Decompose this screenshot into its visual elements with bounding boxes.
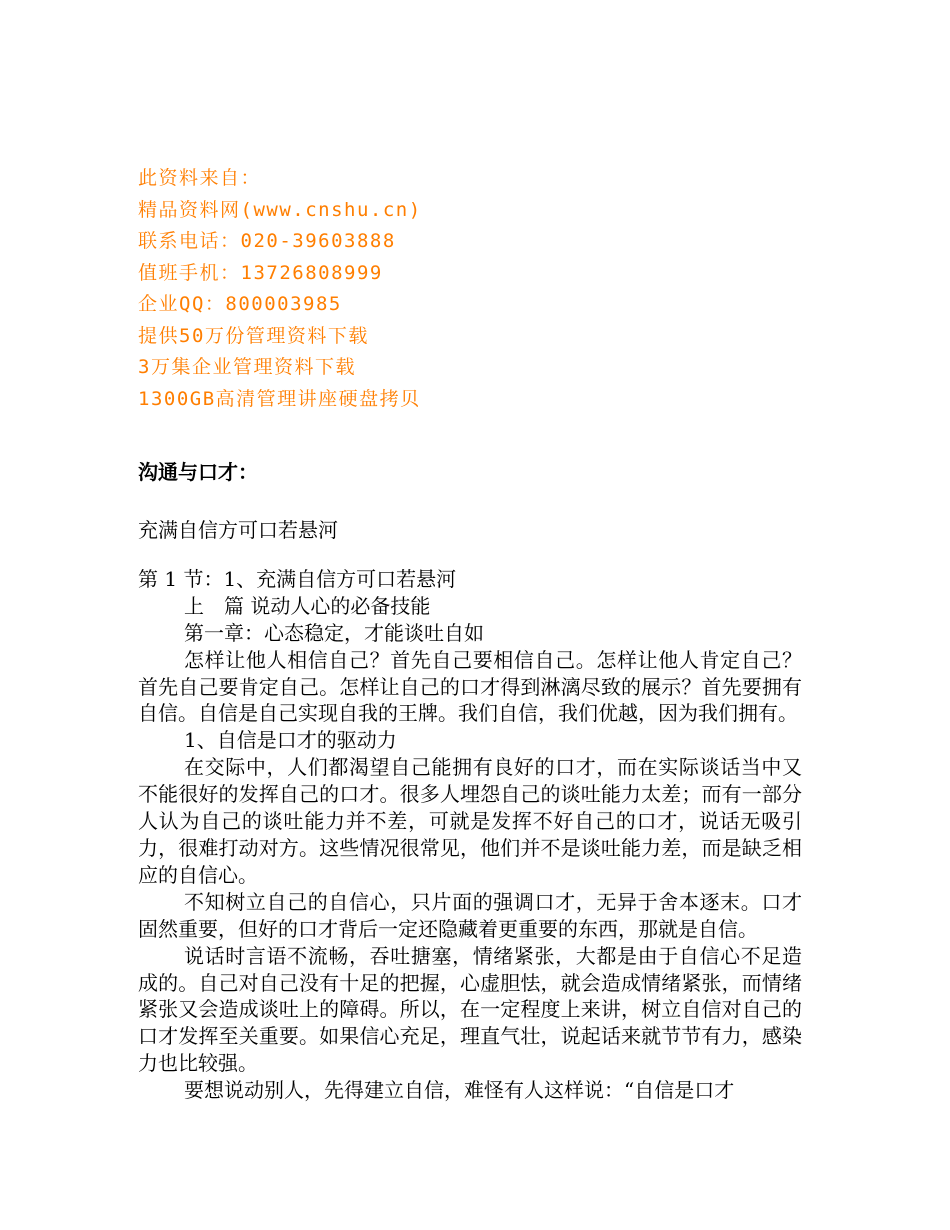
source-info-line: 此资料来自： xyxy=(138,167,262,189)
paragraph: 不知树立自己的自信心，只片面的强调口才，无异于舍本逐末。口才固然重要，但好的口才背后一定还隐藏着更重要的东西，那就是自信。 xyxy=(138,889,802,941)
source-info-line: 值班手机：13726808999 xyxy=(138,261,383,284)
section-title: 沟通与口才： xyxy=(138,460,258,484)
source-info-line: 企业QQ：800003985 xyxy=(138,293,342,315)
part-line: 上 篇 说动人心的必备技能 xyxy=(184,593,431,618)
source-info-line: 联系电话：020-39603888 xyxy=(138,230,396,252)
source-info-block xyxy=(138,163,698,415)
paragraph-heading: 1、自信是口才的驱动力 xyxy=(184,728,397,753)
paragraph: 说话时言语不流畅，吞吐搪塞，情绪紧张，大都是由于自信心不足造成的。自己对自己没有十足的把握，心虚胆怯，就会造成情绪紧张，而情绪紧张又会造成谈吐上的障碍。所以，在一定程度上来讲，树立自信对自己的口才发挥至关重要。如果信心充足，理直气壮，说起话来就节节有力，感染力也比较强。 xyxy=(138,943,802,1076)
paragraph: 要想说动别人，先得建立自信，难怪有人这样说：“自信是口才 xyxy=(184,1078,735,1103)
section-line: 第 1 节：1、充满自信方可口若悬河 xyxy=(138,567,457,591)
paragraph: 怎样让他人相信自己？首先自己要相信自己。怎样让他人肯定自己？首先自己要肯定自己。怎样让自己的口才得到淋漓尽致的展示？首先要拥有自信。自信是自己实现自我的王牌。我们自信，我们优越，因为我们拥有。 xyxy=(138,647,802,726)
chapter-line: 第一章：心态稳定，才能谈吐自如 xyxy=(184,620,484,645)
source-info-line: 1300GB高清管理讲座硬盘拷贝 xyxy=(138,387,421,410)
paragraph: 在交际中，人们都渴望自己能拥有良好的口才，而在实际谈话当中又不能很好的发挥自己的口才。很多人埋怨自己的谈吐能力太差；而有一部分人认为自己的谈吐能力并不差，可就是发挥不好自己的口才，说话无吸引力，很难打动对方。这些情况很常见，他们并不是谈吐能力差，而是缺乏相应的自信心。 xyxy=(138,755,802,887)
document-subtitle: 充满自信方可口若悬河 xyxy=(138,518,338,542)
source-info-line: 3万集企业管理资料下载 xyxy=(138,356,356,378)
source-info-line: 提供50万份管理资料下载 xyxy=(138,324,369,347)
source-info-line: 精品资料网(www.cnshu.cn) xyxy=(138,198,422,221)
body-text xyxy=(138,566,802,1104)
